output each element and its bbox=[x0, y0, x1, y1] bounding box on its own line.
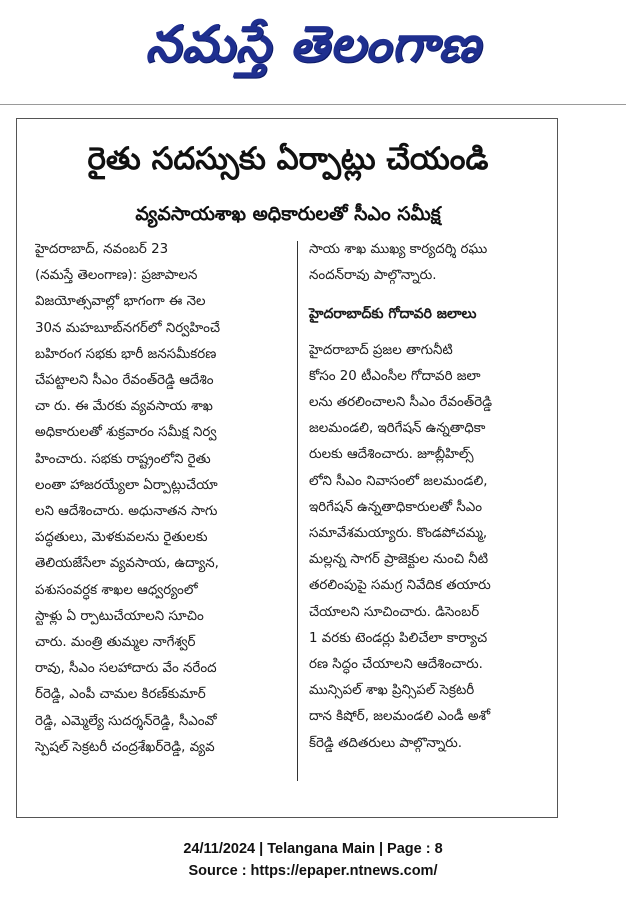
article-text-line: స్టాళ్లు ఏ ర్పాటుచేయాలని సూచిం bbox=[35, 608, 204, 624]
article-subheadline: వ్యవసాయశాఖ అధికారులతో సీఎం సమీక్ష bbox=[135, 203, 441, 225]
article-text-line: కోసం 20 టీఎంసీల గోదావరి జలా bbox=[309, 368, 481, 384]
article-text-line: చేయాలని సూచించారు. డిసెంబర్ bbox=[309, 604, 480, 620]
article-text-line: 1 వరకు టెండర్లు పిలిచేలా కార్యాచ bbox=[309, 630, 488, 646]
article-text-line: (నమస్తే తెలంగాణ): ప్రజాపాలన bbox=[35, 268, 198, 284]
article-text-line: హైదరాబాద్ ప్రజల తాగునీటి bbox=[309, 342, 453, 358]
article-text-line: తరలింపుపై సమగ్ర నివేదిక తయారు bbox=[309, 578, 491, 594]
article-text-line: నందన్‌రావు పాల్గొన్నారు. bbox=[309, 268, 437, 284]
article-text-line: లంతా హాజరయ్యేలా ఏర్పాట్లుచేయా bbox=[35, 477, 218, 493]
article-text-line: సమావేశమయ్యారు. కొండపోచమ్మ, bbox=[309, 526, 488, 542]
article-text-line: లోని సీఎం నివాసంలో జలమండలి, bbox=[309, 473, 488, 489]
article-text-line: లని ఆదేశించారు. అధునాతన సాగు bbox=[35, 504, 218, 520]
article-text-line: మున్సిపల్ శాఖ ప్రిన్సిపల్ సెక్రటరీ bbox=[309, 683, 475, 699]
article-text-line: తెలియజేసేలా వ్యవసాయ, ఉద్యాన, bbox=[35, 556, 219, 572]
news-clipping bbox=[16, 118, 558, 818]
article-text-line: పశుసంవర్ధక శాఖల ఆధ్వర్యంలో bbox=[35, 582, 198, 598]
article-right-column bbox=[309, 237, 545, 757]
article-text-line: చా రు. ఈ మేరకు వ్యవసాయ శాఖ bbox=[35, 399, 213, 415]
article-text-line: చారు. మంత్రి తుమ్మల నాగేశ్వర్ bbox=[35, 635, 196, 651]
article-text-line: మల్లన్న సాగర్ ప్రాజెక్టుల నుంచి నీటి bbox=[309, 552, 489, 568]
article-headline: రైతు సదస్సుకు ఏర్పాట్లు చేయండి bbox=[87, 141, 489, 177]
article-text-line: హైదరాబాద్, నవంబర్ 23 bbox=[35, 242, 169, 257]
article-left-column bbox=[35, 237, 285, 761]
article-text-line: సాయ శాఖ ముఖ్య కార్యదర్శి రఘు bbox=[309, 242, 488, 257]
article-text-line: పద్ధతులు, మెళకువలను రైతులకు bbox=[35, 530, 208, 546]
article-text-line: బహిరంగ సభకు భారీ జనసమీకరణ bbox=[35, 346, 217, 362]
right-column-body bbox=[309, 338, 545, 757]
article-text-line: హించారు. సభకు రాష్ట్రంలోని రైతు bbox=[35, 451, 211, 467]
section-heading: హైదరాబాద్‌కు గోదావరి జలాలు bbox=[309, 306, 477, 323]
article-text-line: జలమండలి, ఇరిగేషన్ ఉన్నతాధికా bbox=[309, 421, 486, 437]
article-text-line: 30న మహబూబ్‌నగర్‌లో నిర్వహించే bbox=[35, 320, 221, 336]
source-line: Source : https://epaper.ntnews.com/ bbox=[188, 863, 438, 879]
article-text-line: విజయోత్సవాల్లో భాగంగా ఈ నెల bbox=[35, 294, 206, 310]
article-text-line: రెడ్డి, ఎమ్మెల్యే సుదర్శన్‌రెడ్డి, సీఎంవో bbox=[35, 713, 217, 729]
article-text-line: స్పెషల్ సెక్రటరీ చంద్రశేఖర్‌రెడ్డి, వ్యవ bbox=[35, 739, 215, 755]
masthead bbox=[0, 0, 626, 100]
article-text-line: ర్‌రెడ్డి, ఎంపీ చామల కిరణ్‌కుమార్ bbox=[35, 687, 206, 703]
source-footer bbox=[0, 838, 626, 882]
masthead-divider bbox=[0, 104, 626, 105]
article-text-line: ఇరిగేషన్ ఉన్నతాధికారులతో సీఎం bbox=[309, 499, 483, 515]
article-text-line: దాన కిషోర్, జలమండలి ఎండీ అశో bbox=[309, 709, 491, 725]
article-text-line: రులకు ఆదేశించారు. జూబ్లీహిల్స్ bbox=[309, 447, 474, 463]
article-text-line: చేపట్టాలని సీఎం రేవంత్‌రెడ్డి ఆదేశిం bbox=[35, 373, 214, 389]
article-text-line: అధికారులతో శుక్రవారం సమీక్ష నిర్వ bbox=[35, 425, 217, 441]
column-divider bbox=[297, 241, 298, 781]
article-text-line: లను తరలించాలని సీఎం రేవంత్‌రెడ్డి bbox=[309, 395, 493, 411]
article-text-line: రణ సిద్ధం చేయాలని ఆదేశించారు. bbox=[309, 657, 483, 673]
article-text-line: క్‌రెడ్డి తదితరులు పాల్గొన్నారు. bbox=[309, 735, 463, 751]
right-column-continuation bbox=[309, 237, 545, 289]
article-text-line: రావు, సీఎం సలహాదారు వేం నరేంద bbox=[35, 661, 217, 677]
edition-line: 24/11/2024 | Telangana Main | Page : 8 bbox=[183, 841, 443, 857]
newspaper-logo: నమస్తే తెలంగాణ bbox=[145, 14, 481, 73]
